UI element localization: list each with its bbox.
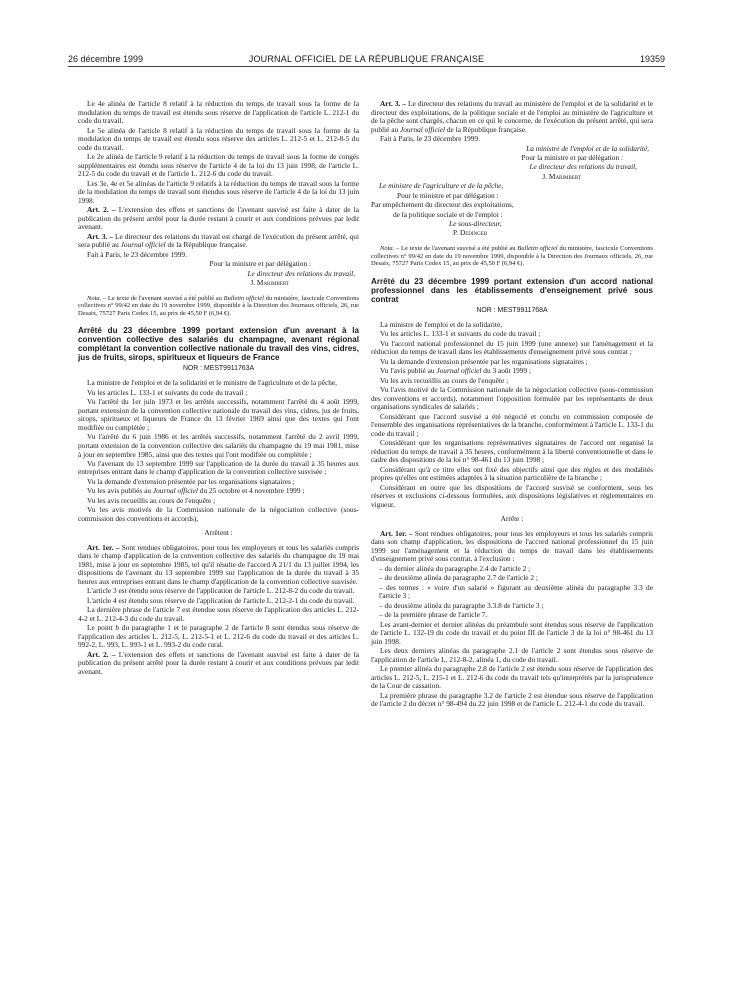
paragraph: Le point b du paragraphe 1 et le paragraphe 2 de l'article 8 sont étendus sous réserve de l'application des articles L. 212-5, L. 212-5-1 et L. 212-6 du code du travail et des articles L. 992-2, L. 993, L. 993-1 et L. 993-2 du code rural. — [78, 623, 359, 650]
nor-reference: NOR : MEST9911763A — [182, 364, 255, 372]
considerant: Considérant que l'accord susvisé a été négocié et conclu en commission composée de l'ensemble des organisations représentatives de la branche, conformément à l'article L. 133-1 du code du travail ; — [371, 411, 653, 438]
paragraph: Le 2e alinéa de l'article 9 relatif à la réduction du temps de travail sous la forme de congés supplémentaires est étendu sous réserve de l'article 4 de la loi du 13 juin 1998, de l'article L. 212-5 du code du travail et de l'article L. 212-6 du code du travail. — [78, 152, 359, 179]
visa: Vu les articles L. 133-1 et suivants du code du travail ; — [87, 387, 248, 397]
paragraph: La première phrase du paragraphe 3.2 de l'article 2 est étendue sous réserve de l'application de l'article 2 du décret n° 98-494 du 22 juin 1998 et de l'article L. 212-4-1 du code du travail. — [371, 690, 653, 709]
signature-line: Pour la ministre et par délégation : — [521, 152, 623, 162]
visa: Vu les articles L. 133-1 et suivants du code du travail ; — [380, 329, 541, 339]
nota: Nota. – Le texte de l'avenant susvisé a été publié au Bulletin officiel du ministère, fascicule Conventions collectives n° 99/42 en date du 19 novembre 1999, disponible à la Direction des Journaux officiels, 26, rue Desaix, 75727 Paris Cedex 15, au prix de 45,50 F (6,94 €). — [78, 294, 359, 317]
signature-title: Le directeur des relations du travail, — [529, 162, 637, 172]
visa: Vu la demande d'extension présentée par les organisations signataires ; — [380, 356, 588, 366]
paragraph: La dernière phrase de l'article 7 est étendue sous réserve de l'application des articles L. 212-4-2 et L. 212-4-3 du code du travail. — [78, 605, 359, 623]
paragraph: Les 3e, 4e et 5e alinéas de l'article 9 relatifs à la réduction du temps de travail sous la forme de la modulation du temps de travail sont étendus sous réserve de l'article 4 de la loi du 13 juin 1998. — [78, 178, 359, 205]
signature-line: Pour la ministre et par délégation : — [209, 259, 311, 269]
signature-title: Le directeur des relations du travail, — [247, 268, 355, 278]
visa: Vu l'avis motivé de la Commission nationale de la négociation collective (sous-commission des conventions et accords), notamment l'opposition formulée par les représentants de deux organisations syndicales de salariés ; — [371, 385, 653, 412]
signature-line: Par empêchement du directeur des exploitations, — [371, 200, 514, 210]
considerant: Considérant que les organisations représentatives signataires de l'accord ont organisé la réduction du temps de travail à 35 heures, conformément à la liberté conventionnelle et dans le cadre des dispositions de la loi n° 98-461 du 13 juin 1998 ; — [371, 438, 653, 465]
paragraph: La ministre de l'emploi et de la solidarité, — [380, 320, 503, 330]
signature-name: J. Marimbert — [250, 277, 289, 287]
paragraph: L'article 3 est étendu sous réserve de l'application de l'article L. 212-8-2 du code du travail. — [87, 586, 355, 596]
paragraph: Les deux derniers alinéas du paragraphe 2.1 de l'article 2 sont étendus sous réserve de l'application de l'article L. 212-8-2, alinéa 1, du code du travail. — [371, 646, 653, 664]
visa: Vu la demande d'extension présentée par les organisations signataires ; — [87, 476, 295, 486]
article-label: Art. 3. – — [87, 231, 114, 241]
article-2: Art. 2. – L'extension des effets et sanctions de l'avenant susvisé est faite à dater de la publication du présent arrêté pour la durée restant à courir et aux conditions prévues par ledit avenant. — [78, 649, 359, 676]
fait-a-paris: Fait à Paris, le 23 décembre 1999. — [380, 134, 480, 144]
decree-heading: Arrêté du 23 décembre 1999 portant extension d'un accord national professionnel dans les établissements d'enseignement privé sous contrat — [371, 276, 653, 304]
arrete: Arrête : — [500, 514, 524, 524]
signature-name: J. Marimbert — [542, 171, 581, 181]
exclusion-list — [371, 565, 653, 620]
list-item: – du dernier alinéa du paragraphe 2.4 de l'article 2 ; — [379, 565, 653, 574]
decree-heading: Arrêté du 23 décembre 1999 portant extension d'un avenant à la convention collective des salariés du champagne, avenant régional complétant la convention collective nationale du travail des vins, cidres, jus de fruits, sirops, spiritueux et liqueurs de France — [78, 326, 359, 362]
visa: Vu les avis recueillis au cours de l'enquête ; — [380, 375, 509, 385]
paragraph: Le 5e alinéa de l'article 8 relatif à la réduction du temps de travail sous la forme de la modulation du temps de travail est étendu sous réserve des articles L. 212-5 et L. 212-8-5 du code du travail. — [78, 125, 359, 152]
article-1: Art. 1er. – Sont rendues obligatoires, pour tous les employeurs et tous les salariés compris dans son champ d'application, les dispositions de l'accord national professionnel du 15 juin 1999 sur l'aménagement et la réduction du temps de travail dans les établissements d'enseignement privé sous contrat, à l'exclusion : — [371, 528, 653, 564]
right-column — [371, 100, 653, 710]
visa: Vu l'arrêté du 6 juin 1986 et les arrêtés successifs, notamment l'arrêté du 2 avril 1999, portant extension de la convention collective des salariés du champagne du 19 mai 1981, mise à jour en septembre 1985, ainsi que des textes qui l'ont modifiée ou complétée ; — [78, 432, 359, 459]
article-3: Art. 3. – Le directeur des relations du travail au ministère de l'emploi et de la solidarité et le directeur des exploitations, de la politique sociale et de l'emploi au ministère de l'agriculture et de la pêche sont chargés, chacun en ce qui le concerne, de l'exécution du présent arrêté, qui sera publié au Journal officiel de la République française. — [371, 99, 653, 134]
visa: Vu les avis motivés de la Commission nationale de la négociation collective (sous-commission des conventions et accords), — [78, 505, 359, 523]
considerant: Considérant qu'à ce titre elles ont fixé des objectifs ainsi que des règles et des modalités propres qu'elles ont estimées adaptées à la situation particulière de la branche ; — [371, 464, 653, 483]
considerant: Considérant en outre que les dispositions de l'accord susvisé se conforment, sous les réserves et exclusions ci-dessous formulées, aux dispositions législatives et réglementaires en vigueur, — [371, 482, 653, 509]
visa: Vu l'avis publié au Journal officiel du 3 août 1999 ; — [380, 366, 532, 376]
list-item: – des termes : « voire d'un salarié » figurant au deuxième alinéa du paragraphe 3.3 de l'article 3 ; — [379, 584, 653, 601]
article-2: Art. 2. – L'extension des effets et sanctions de l'avenant susvisé est faite à dater de la publication du présent arrêté pour la durée restant à courir et aux conditions prévues par ledit avenant. — [78, 205, 359, 232]
signature-title: Le sous-directeur, — [449, 219, 502, 229]
journal-title: JOURNAL OFFICIEL DE LA RÉPUBLIQUE FRANÇAISE — [248, 54, 485, 64]
visa: Vu les avis recueillis au cours de l'enquête ; — [87, 495, 216, 505]
paragraph: Les avant-dernier et dernier alinéas du préambule sont étendus sous réserve de l'application de l'article L. 132-19 du code du travail et du point III de l'article 3 de la loi n° 98-461 du 13 juin 1998. — [371, 619, 653, 646]
list-item: – du deuxième alinéa du paragraphe 3.3.8 de l'article 3 ; — [379, 602, 653, 611]
article-label: Art. 2. – — [87, 205, 116, 215]
paragraph: Le 4e alinéa de l'article 8 relatif à la réduction du temps de travail sous la forme de la modulation du temps de travail est étendu sous réserve de l'application de l'article L. 212-1 du code du travail. — [78, 99, 359, 126]
page-header — [68, 54, 665, 70]
visa: Vu l'accord national professionnel du 15 juin 1999 (une annexe) sur l'aménagement et la réduction du temps de travail dans les établissements d'enseignement privé sous contrat ; — [371, 338, 653, 357]
header-date: 26 décembre 1999 — [68, 54, 144, 64]
list-item: – du deuxième alinéa du paragraphe 2.7 de l'article 2 ; — [379, 574, 653, 583]
header-rule — [68, 66, 665, 67]
arretent: Arrêtent : — [204, 528, 233, 538]
signature-line: Pour le ministre et par délégation : — [397, 190, 499, 200]
paragraph: Le premier alinéa du paragraphe 2.8 de l'article 2 est étendu sous réserve de l'application des articles L. 212-5, L. 215-1 et L. 212-6 du code du travail tels qu'interprétés par la jurisprudence de la Cour de cassation. — [371, 664, 653, 691]
signature-title: Le ministre de l'agriculture et de la pêche, — [379, 181, 504, 191]
visa: Vu les avis publiés au Journal officiel du 25 octobre et 4 novembre 1999 ; — [87, 486, 305, 496]
paragraph: La ministre de l'emploi et de la solidarité et le ministre de l'agriculture et de la pêche, — [87, 378, 337, 388]
paragraph: L'article 4 est étendu sous réserve de l'application de l'article L. 212-2-1 du code du travail. — [87, 595, 355, 605]
nor-reference: NOR : MEST9911768A — [476, 306, 548, 314]
visa: Vu l'avenant du 13 septembre 1999 sur l'application de la durée du travail à 35 heures aux entreprises entrant dans le champ d'application de la convention collective susvisée ; — [78, 458, 359, 477]
page-number: 19359 — [639, 54, 665, 64]
signature-title: La ministre de l'emploi et de la solidarité, — [526, 143, 649, 153]
left-column — [78, 100, 359, 677]
signature-name: P. Dedinger — [453, 228, 488, 238]
article-1: Art. 1er. – Sont rendues obligatoires, pour tous les employeurs et tous les salariés compris dans le champ d'application de la convention collective des salariés du champagne du 19 mai 1981, mise à jour en septembre 1985, tel qu'il résulte de l'accord A 21/1 du 13 juillet 1994, les dispositions de l'avenant du 13 septembre 1999 sur l'application de la durée du travail à 35 heures aux entreprises entrant dans le champ d'application de la convention collective susvisée. — [78, 542, 359, 586]
nota: Nota. – Le texte de l'avenant susvisé a été publié au Bulletin officiel du ministère, fascicule Conventions collectives n° 99/42 en date du 19 novembre 1999, disponible à la Direction des Journaux officiels, 26, rue Desaix, 75727 Paris Cedex 15, au prix de 45,50 F (6,94 €). — [371, 245, 653, 268]
visa: Vu l'arrêté du 1er juin 1973 et les arrêtés successifs, notamment l'arrêté du 4 août 1999, portant extension de la convention collective nationale du travail des vins, cidres, jus de fruits, sirops, spiritueux et liqueurs de France du 13 février 1969 ainsi que des textes qui l'ont modifiée ou complétée ; — [78, 397, 359, 432]
signature-line: de la politique sociale et de l'emploi : — [393, 209, 503, 219]
list-item: – de la première phrase de l'article 7. — [379, 611, 653, 620]
article-3: Art. 3. – Le directeur des relations du travail est chargé de l'exécution du présent arrêté, qui sera publié au Journal officiel de la République française. — [78, 231, 359, 250]
fait-a-paris: Fait à Paris, le 23 décembre 1999. — [87, 249, 187, 259]
